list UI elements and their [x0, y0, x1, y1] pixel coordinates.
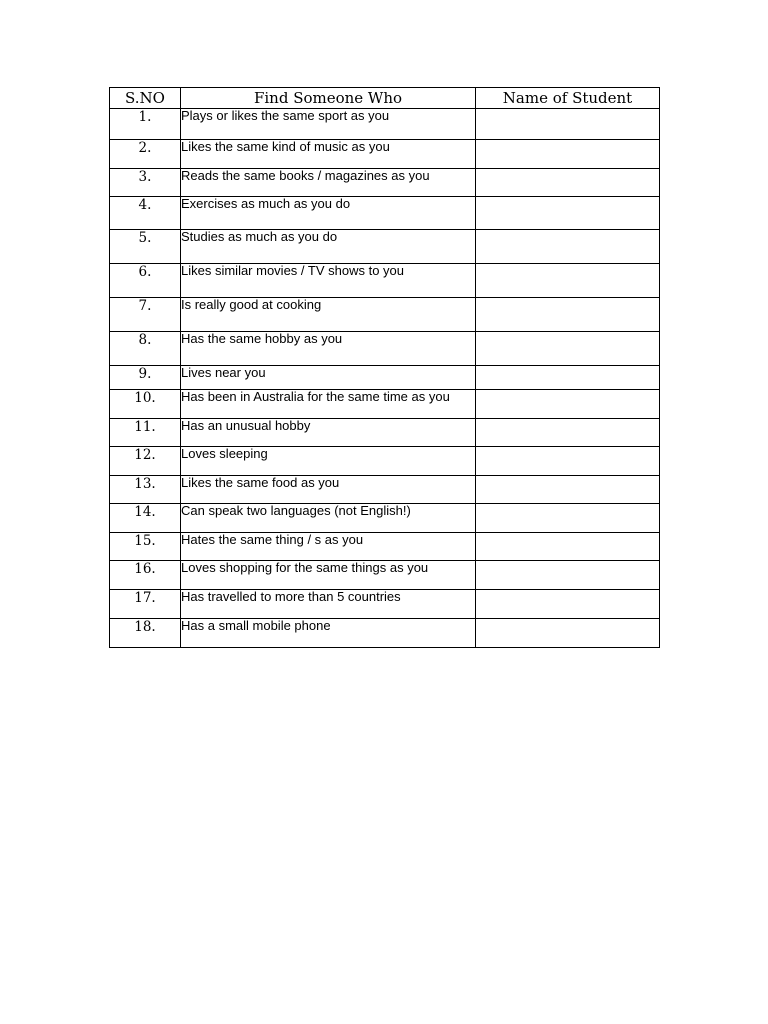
find-someone-who-prompt: Can speak two languages (not English!): [181, 504, 476, 533]
find-someone-who-prompt: Likes the same kind of music as you: [181, 140, 476, 169]
student-name-cell[interactable]: [476, 390, 660, 419]
table-body: [110, 109, 660, 648]
find-someone-who-prompt: Has a small mobile phone: [181, 619, 476, 648]
row-number: 11.: [110, 419, 181, 447]
find-someone-who-prompt: Loves shopping for the same things as you: [181, 561, 476, 590]
find-someone-who-prompt: Has travelled to more than 5 countries: [181, 590, 476, 619]
header-name-of-student: Name of Student: [476, 88, 660, 109]
table-row: [110, 476, 660, 504]
find-someone-who-prompt: Exercises as much as you do: [181, 197, 476, 230]
row-number: 12.: [110, 447, 181, 476]
student-name-cell[interactable]: [476, 533, 660, 561]
row-number: 9.: [110, 366, 181, 390]
student-name-cell[interactable]: [476, 230, 660, 264]
find-someone-who-table: [109, 87, 660, 648]
row-number: 3.: [110, 169, 181, 197]
find-someone-who-prompt: Loves sleeping: [181, 447, 476, 476]
table-row: [110, 590, 660, 619]
student-name-cell[interactable]: [476, 447, 660, 476]
student-name-cell[interactable]: [476, 298, 660, 332]
student-name-cell[interactable]: [476, 264, 660, 298]
student-name-cell[interactable]: [476, 619, 660, 648]
row-number: 17.: [110, 590, 181, 619]
student-name-cell[interactable]: [476, 590, 660, 619]
table-row: [110, 264, 660, 298]
find-someone-who-prompt: Lives near you: [181, 366, 476, 390]
table-row: [110, 197, 660, 230]
student-name-cell[interactable]: [476, 332, 660, 366]
student-name-cell[interactable]: [476, 169, 660, 197]
header-find-someone-who: Find Someone Who: [181, 88, 476, 109]
row-number: 15.: [110, 533, 181, 561]
student-name-cell[interactable]: [476, 419, 660, 447]
student-name-cell[interactable]: [476, 109, 660, 140]
table-row: [110, 533, 660, 561]
student-name-cell[interactable]: [476, 476, 660, 504]
table-row: [110, 561, 660, 590]
table-row: [110, 140, 660, 169]
table-row: [110, 619, 660, 648]
row-number: 8.: [110, 332, 181, 366]
find-someone-who-prompt: Reads the same books / magazines as you: [181, 169, 476, 197]
student-name-cell[interactable]: [476, 504, 660, 533]
find-someone-who-prompt: Studies as much as you do: [181, 230, 476, 264]
find-someone-who-prompt: Has an unusual hobby: [181, 419, 476, 447]
find-someone-who-prompt: Has been in Australia for the same time as you: [181, 390, 476, 419]
table-row: [110, 419, 660, 447]
find-someone-who-prompt: Is really good at cooking: [181, 298, 476, 332]
student-name-cell[interactable]: [476, 197, 660, 230]
table-row: [110, 230, 660, 264]
row-number: 13.: [110, 476, 181, 504]
row-number: 7.: [110, 298, 181, 332]
find-someone-who-prompt: Hates the same thing / s as you: [181, 533, 476, 561]
find-someone-who-prompt: Has the same hobby as you: [181, 332, 476, 366]
student-name-cell[interactable]: [476, 140, 660, 169]
find-someone-who-prompt: Plays or likes the same sport as you: [181, 109, 476, 140]
find-someone-who-prompt: Likes the same food as you: [181, 476, 476, 504]
table-row: [110, 298, 660, 332]
row-number: 18.: [110, 619, 181, 648]
row-number: 4.: [110, 197, 181, 230]
table-row: [110, 169, 660, 197]
table-row: [110, 109, 660, 140]
row-number: 10.: [110, 390, 181, 419]
find-someone-who-prompt: Likes similar movies / TV shows to you: [181, 264, 476, 298]
table-row: [110, 366, 660, 390]
row-number: 1.: [110, 109, 181, 140]
row-number: 6.: [110, 264, 181, 298]
row-number: 2.: [110, 140, 181, 169]
row-number: 5.: [110, 230, 181, 264]
table-row: [110, 447, 660, 476]
student-name-cell[interactable]: [476, 366, 660, 390]
header-sno: S.NO: [110, 88, 181, 109]
table-row: [110, 332, 660, 366]
table-header-row: [110, 88, 660, 109]
table-row: [110, 504, 660, 533]
row-number: 14.: [110, 504, 181, 533]
student-name-cell[interactable]: [476, 561, 660, 590]
row-number: 16.: [110, 561, 181, 590]
table-row: [110, 390, 660, 419]
